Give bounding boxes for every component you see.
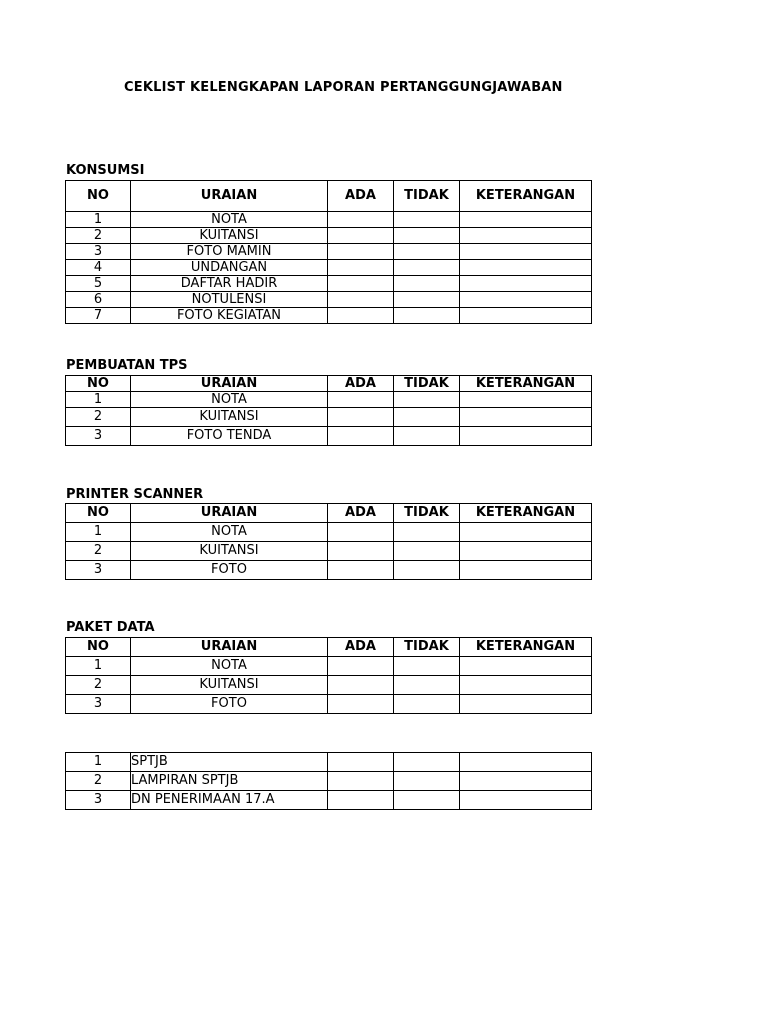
cell-no: 6 — [66, 292, 131, 308]
cell-ada[interactable] — [328, 244, 394, 260]
table-konsumsi — [65, 180, 592, 324]
table-row — [66, 212, 592, 228]
cell-tidak[interactable] — [394, 244, 460, 260]
cell-ada[interactable] — [328, 408, 394, 427]
cell-keterangan[interactable] — [460, 212, 592, 228]
cell-tidak[interactable] — [394, 408, 460, 427]
table-row — [66, 657, 592, 676]
cell-keterangan[interactable] — [460, 523, 592, 542]
header-ada: ADA — [328, 504, 394, 523]
cell-ada[interactable] — [328, 292, 394, 308]
table-header-row — [66, 504, 592, 523]
cell-tidak[interactable] — [394, 676, 460, 695]
cell-keterangan[interactable] — [460, 791, 592, 810]
cell-no: 1 — [66, 392, 131, 408]
cell-ada[interactable] — [328, 212, 394, 228]
cell-uraian: KUITANSI — [131, 676, 328, 695]
cell-ada[interactable] — [328, 260, 394, 276]
cell-keterangan[interactable] — [460, 408, 592, 427]
cell-tidak[interactable] — [394, 542, 460, 561]
header-no: NO — [66, 638, 131, 657]
header-tidak: TIDAK — [394, 181, 460, 212]
cell-keterangan[interactable] — [460, 276, 592, 292]
table-dokumen — [65, 752, 592, 810]
cell-ada[interactable] — [328, 228, 394, 244]
cell-no: 2 — [66, 542, 131, 561]
cell-no: 1 — [66, 212, 131, 228]
table-header-row — [66, 638, 592, 657]
cell-uraian: KUITANSI — [131, 408, 328, 427]
table-row — [66, 695, 592, 714]
cell-keterangan[interactable] — [460, 228, 592, 244]
header-uraian: URAIAN — [131, 504, 328, 523]
cell-ada[interactable] — [328, 523, 394, 542]
cell-no: 2 — [66, 772, 131, 791]
table-row — [66, 791, 592, 810]
cell-no: 2 — [66, 408, 131, 427]
header-uraian: URAIAN — [131, 638, 328, 657]
cell-keterangan[interactable] — [460, 753, 592, 772]
cell-ada[interactable] — [328, 276, 394, 292]
cell-tidak[interactable] — [394, 523, 460, 542]
table-paket-data — [65, 637, 592, 714]
cell-no: 7 — [66, 308, 131, 324]
cell-ada[interactable] — [328, 772, 394, 791]
cell-tidak[interactable] — [394, 212, 460, 228]
cell-uraian: FOTO KEGIATAN — [131, 308, 328, 324]
cell-keterangan[interactable] — [460, 542, 592, 561]
cell-tidak[interactable] — [394, 561, 460, 580]
cell-uraian: NOTA — [131, 523, 328, 542]
header-ada: ADA — [328, 181, 394, 212]
cell-tidak[interactable] — [394, 392, 460, 408]
cell-keterangan[interactable] — [460, 561, 592, 580]
cell-ada[interactable] — [328, 657, 394, 676]
cell-ada[interactable] — [328, 791, 394, 810]
cell-ada[interactable] — [328, 427, 394, 446]
cell-keterangan[interactable] — [460, 308, 592, 324]
cell-uraian: NOTULENSI — [131, 292, 328, 308]
header-uraian: URAIAN — [131, 376, 328, 392]
cell-uraian: KUITANSI — [131, 542, 328, 561]
table-row — [66, 308, 592, 324]
cell-tidak[interactable] — [394, 657, 460, 676]
cell-ada[interactable] — [328, 753, 394, 772]
cell-no: 4 — [66, 260, 131, 276]
cell-no: 3 — [66, 791, 131, 810]
table-row — [66, 392, 592, 408]
table-header-row — [66, 181, 592, 212]
cell-keterangan[interactable] — [460, 244, 592, 260]
cell-uraian: FOTO MAMIN — [131, 244, 328, 260]
header-tidak: TIDAK — [394, 504, 460, 523]
section-title-printer-scanner: PRINTER SCANNER — [66, 487, 204, 502]
cell-uraian: NOTA — [131, 212, 328, 228]
cell-tidak[interactable] — [394, 791, 460, 810]
cell-tidak[interactable] — [394, 753, 460, 772]
table-row — [66, 753, 592, 772]
cell-no: 1 — [66, 523, 131, 542]
cell-uraian: DAFTAR HADIR — [131, 276, 328, 292]
header-no: NO — [66, 504, 131, 523]
table-pembuatan-tps — [65, 375, 592, 446]
section-title-pembuatan-tps: PEMBUATAN TPS — [66, 358, 188, 373]
cell-keterangan[interactable] — [460, 657, 592, 676]
table-printer-scanner — [65, 503, 592, 580]
cell-no: 2 — [66, 228, 131, 244]
cell-tidak[interactable] — [394, 427, 460, 446]
cell-uraian: FOTO — [131, 695, 328, 714]
header-tidak: TIDAK — [394, 638, 460, 657]
table-row — [66, 260, 592, 276]
header-no: NO — [66, 181, 131, 212]
table-row — [66, 408, 592, 427]
cell-ada[interactable] — [328, 676, 394, 695]
cell-uraian: SPTJB — [131, 753, 328, 772]
cell-uraian: KUITANSI — [131, 228, 328, 244]
header-tidak: TIDAK — [394, 376, 460, 392]
table-header-row — [66, 376, 592, 392]
table-row — [66, 561, 592, 580]
header-uraian: URAIAN — [131, 181, 328, 212]
cell-keterangan[interactable] — [460, 676, 592, 695]
cell-keterangan[interactable] — [460, 772, 592, 791]
cell-ada[interactable] — [328, 308, 394, 324]
header-no: NO — [66, 376, 131, 392]
header-keterangan: KETERANGAN — [460, 638, 592, 657]
table-row — [66, 292, 592, 308]
cell-no: 5 — [66, 276, 131, 292]
header-keterangan: KETERANGAN — [460, 181, 592, 212]
table-row — [66, 276, 592, 292]
section-title-konsumsi: KONSUMSI — [66, 163, 145, 178]
table-row — [66, 244, 592, 260]
cell-tidak[interactable] — [394, 228, 460, 244]
header-keterangan: KETERANGAN — [460, 504, 592, 523]
header-keterangan: KETERANGAN — [460, 376, 592, 392]
page-title: CEKLIST KELENGKAPAN LAPORAN PERTANGGUNGJAWABAN — [124, 80, 563, 95]
cell-no: 3 — [66, 695, 131, 714]
table-row — [66, 228, 592, 244]
cell-ada[interactable] — [328, 542, 394, 561]
cell-no: 2 — [66, 676, 131, 695]
section-title-paket-data: PAKET DATA — [66, 620, 155, 635]
cell-keterangan[interactable] — [460, 427, 592, 446]
cell-uraian: NOTA — [131, 392, 328, 408]
cell-uraian: LAMPIRAN SPTJB — [131, 772, 328, 791]
header-ada: ADA — [328, 638, 394, 657]
cell-tidak[interactable] — [394, 260, 460, 276]
cell-keterangan[interactable] — [460, 392, 592, 408]
cell-uraian: DN PENERIMAAN 17.A — [131, 791, 328, 810]
cell-no: 3 — [66, 244, 131, 260]
table-row — [66, 772, 592, 791]
cell-uraian: UNDANGAN — [131, 260, 328, 276]
cell-keterangan[interactable] — [460, 292, 592, 308]
cell-tidak[interactable] — [394, 276, 460, 292]
table-row — [66, 676, 592, 695]
cell-ada[interactable] — [328, 695, 394, 714]
cell-tidak[interactable] — [394, 292, 460, 308]
cell-no: 3 — [66, 561, 131, 580]
cell-tidak[interactable] — [394, 772, 460, 791]
cell-ada[interactable] — [328, 561, 394, 580]
cell-no: 3 — [66, 427, 131, 446]
header-ada: ADA — [328, 376, 394, 392]
table-row — [66, 427, 592, 446]
cell-uraian: FOTO TENDA — [131, 427, 328, 446]
cell-keterangan[interactable] — [460, 260, 592, 276]
cell-keterangan[interactable] — [460, 695, 592, 714]
cell-tidak[interactable] — [394, 308, 460, 324]
table-row — [66, 542, 592, 561]
cell-no: 1 — [66, 753, 131, 772]
cell-no: 1 — [66, 657, 131, 676]
table-row — [66, 523, 592, 542]
cell-uraian: FOTO — [131, 561, 328, 580]
cell-ada[interactable] — [328, 392, 394, 408]
cell-tidak[interactable] — [394, 695, 460, 714]
cell-uraian: NOTA — [131, 657, 328, 676]
